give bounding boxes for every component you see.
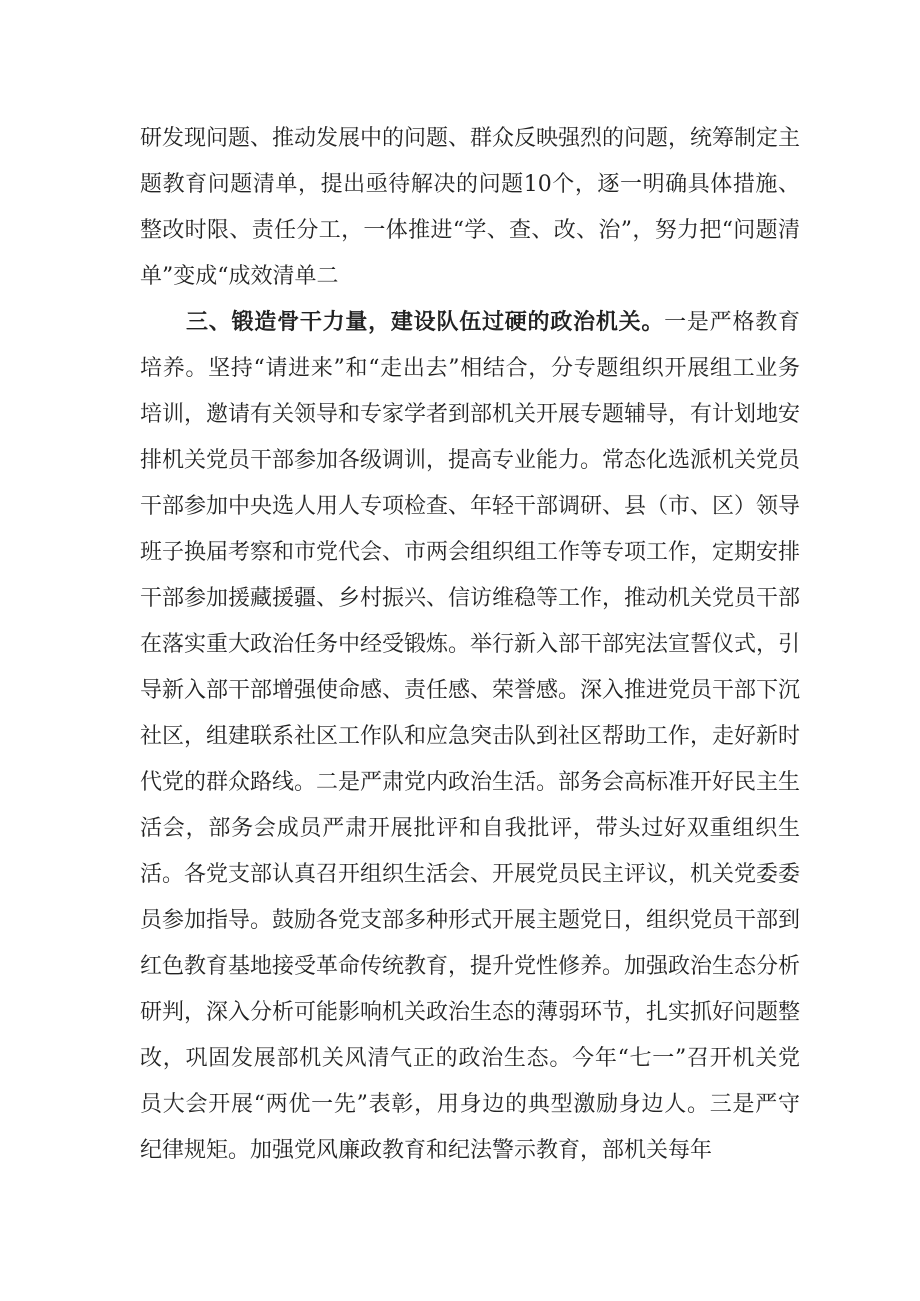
paragraph-2-body: 一是严格教育培养。坚持“请进来”和“走出去”相结合，分专题组织开展组工业务培训，邀请有关领导和专家学者到部机关开展专题辅导，有计划地安排机关党员干部参加各级调训，提高专业能力。常态化选派机关党员干部参加中央选人用人专项检查、年轻干部调研、县（市、区）领导班子换届考察和市党代会、市两会组织组工作等专项工作，定期安排干部参加援藏援疆、乡村振兴、信访维稳等工作，推动机关党员干部在落实重大政治任务中经受锻炼。举行新入部干部宪法宣誓仪式，引导新入部干部增强使命感、责任感、荣誉感。深入推进党员干部下沉社区，组建联系社区工作队和应急突击队到社区帮助工作，走好新时代党的群众路线。二是严肃党内政治生活。部务会高标准开好民主生活会，部务会成员严肃开展批评和自我批评，带头过好双重组织生活。各党支部认真召开组织生活会、开展党员民主评议，机关党委委员参加指导。鼓励各党支部多种形式开展主题党日，组织党员干部到红色教育基地接受革命传统教育，提升党性修养。加强政治生态分析研判，深入分析可能影响机关政治生态的薄弱环节，扎实抓好问题整改，巩固发展部机关风清气正的政治生态。今年“七一”召开机关党员大会开展“两优一先”表彰，用身边的典型激励身边人。三是严守纪律规矩。加强党风廉政教育和纪法警示教育，部机关每年	[140, 310, 801, 1163]
paragraph-2	[140, 300, 800, 1174]
document-page	[140, 116, 800, 1174]
section-heading: 三、锻造骨干力量，建设队伍过硬的政治机关。	[186, 310, 665, 335]
paragraph-1: 研发现问题、推动发展中的问题、群众反映强烈的问题，统筹制定主题教育问题清单，提出亟待解决的问题10个，逐一明确具体措施、整改时限、责任分工，一体推进“学、查、改、治”，努力把“问题清单”变成“成效清单二	[140, 126, 801, 289]
